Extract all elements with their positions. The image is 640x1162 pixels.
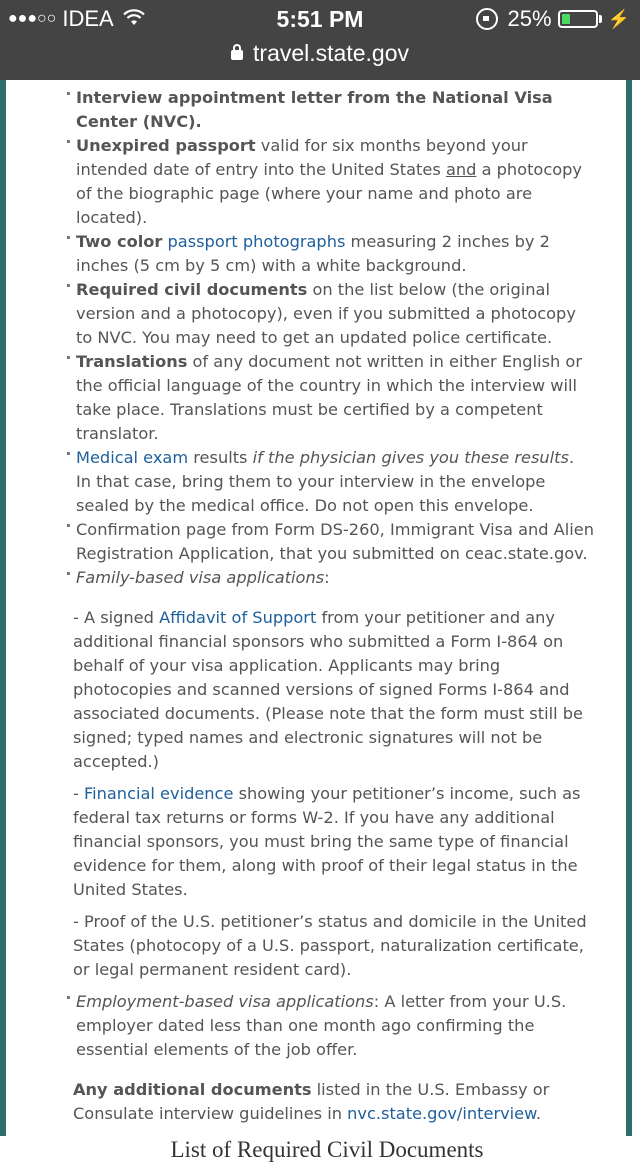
item-bold: Unexpired passport	[76, 136, 256, 155]
item-text: : A letter from your U.S. employer dated less than one month ago confirming the essential elements of the job offer.	[76, 992, 567, 1059]
paragraph-text: showing your petitioner’s income, such as federal tax returns or forms W-2. If you have any additional financial sponsors, you must bring the same type of financial evidence for them, along with proof of their legal status in the United States.	[73, 784, 581, 899]
item-text: :	[324, 568, 330, 587]
item-bold: Interview appointment letter from the National Visa Center (NVC).	[76, 88, 553, 131]
list-item	[60, 518, 594, 566]
left-border	[0, 80, 6, 1136]
list-item	[60, 86, 594, 134]
battery-icon	[558, 10, 598, 28]
medical-exam-link[interactable]: Medical exam	[76, 448, 189, 467]
signal-strength-icon: ●●●○○	[8, 10, 57, 27]
url-text[interactable]: travel.state.gov	[253, 40, 409, 66]
item-bold: Any additional documents	[73, 1080, 312, 1099]
right-border	[626, 80, 632, 1136]
employment-list	[60, 990, 594, 1062]
item-text: a photocopy of the biographic page (where your name and photo are located).	[76, 160, 582, 227]
passport-photographs-link[interactable]: passport photographs	[167, 232, 346, 251]
required-documents-list	[60, 86, 594, 590]
section-heading: List of Required Civil Documents	[170, 1137, 484, 1162]
page-content[interactable]	[0, 80, 640, 1162]
list-item	[60, 446, 594, 518]
item-italic: if the physician gives you these results	[252, 448, 569, 467]
battery-tip	[599, 15, 602, 23]
status-bar	[0, 0, 640, 80]
item-bold: Two color	[76, 232, 163, 251]
list-item	[60, 350, 594, 446]
address-bar[interactable]	[0, 40, 640, 67]
status-right	[476, 6, 630, 32]
paragraph-text: - A signed	[73, 608, 160, 627]
list-item	[60, 134, 594, 230]
item-text: on the list below (the original version and a photocopy), even if you submitted a photocopy to NVC. You may need to get an updated police certificate.	[76, 280, 576, 347]
additional-documents	[73, 1078, 594, 1126]
rotation-lock-icon	[476, 8, 498, 30]
item-text: results	[188, 448, 253, 467]
family-based-details	[73, 606, 594, 982]
item-bold: Required civil documents	[76, 280, 308, 299]
paragraph-text: -	[73, 784, 84, 803]
item-text: of any document not written in either English or the official language of the country in which the interview will take place. Translations must be certified by a competent translator.	[76, 352, 582, 443]
financial-evidence-link[interactable]: Financial evidence	[84, 784, 234, 803]
padlock-icon	[231, 50, 243, 60]
nvc-interview-link[interactable]: nvc.state.gov/interview	[347, 1104, 536, 1123]
item-text: valid for six months beyond your intended date of entry into the United States	[76, 136, 528, 179]
affidavit-paragraph	[73, 606, 594, 774]
item-text: measuring 2 inches by 2 inches (5 cm by 5 cm) with a white background.	[76, 232, 550, 275]
item-underline: and	[445, 160, 477, 179]
paragraph-text: - Proof of the U.S. petitioner’s status and domicile in the United States (photocopy of a U.S. passport, naturalization certificate, or legal permanent resident card).	[73, 912, 587, 979]
status-row	[0, 6, 640, 36]
list-item	[60, 278, 594, 350]
battery-percent: 25%	[507, 6, 552, 31]
list-item	[60, 230, 594, 278]
item-italic: Employment-based visa applications	[76, 992, 374, 1011]
affidavit-of-support-link[interactable]: Affidavit of Support	[159, 608, 317, 627]
paragraph-text: listed in the U.S. Embassy or Consulate interview guidelines in	[73, 1080, 550, 1123]
item-text: . In that case, bring them to your interview in the envelope sealed by the medical office. Do not open this envelope.	[76, 448, 575, 515]
financial-evidence-paragraph	[73, 782, 594, 902]
list-item	[60, 990, 594, 1062]
clock: 5:51 PM	[276, 6, 364, 32]
carrier-name: IDEA	[62, 6, 114, 31]
list-item	[60, 566, 594, 590]
paragraph-text: .	[535, 1104, 542, 1123]
item-text: Confirmation page from Form DS-260, Immigrant Visa and Alien Registration Application, that you submitted on ceac.state.gov.	[76, 520, 594, 563]
article-body	[60, 86, 594, 1162]
item-italic: Family-based visa applications	[76, 568, 325, 587]
item-bold: Translations	[76, 352, 188, 371]
proof-of-status-paragraph	[73, 910, 594, 982]
battery-fill	[562, 14, 570, 24]
charging-bolt-icon: ⚡	[607, 8, 630, 29]
paragraph-text: from your petitioner and any additional financial sponsors who submitted a Form I-864 on behalf of your visa application. Applicants may bring photocopies and scanned versions of signed Forms I-864 and associated documents. (Please note that the form must still be signed; typed names and electronic signatures will not be accepted.)	[73, 608, 583, 771]
